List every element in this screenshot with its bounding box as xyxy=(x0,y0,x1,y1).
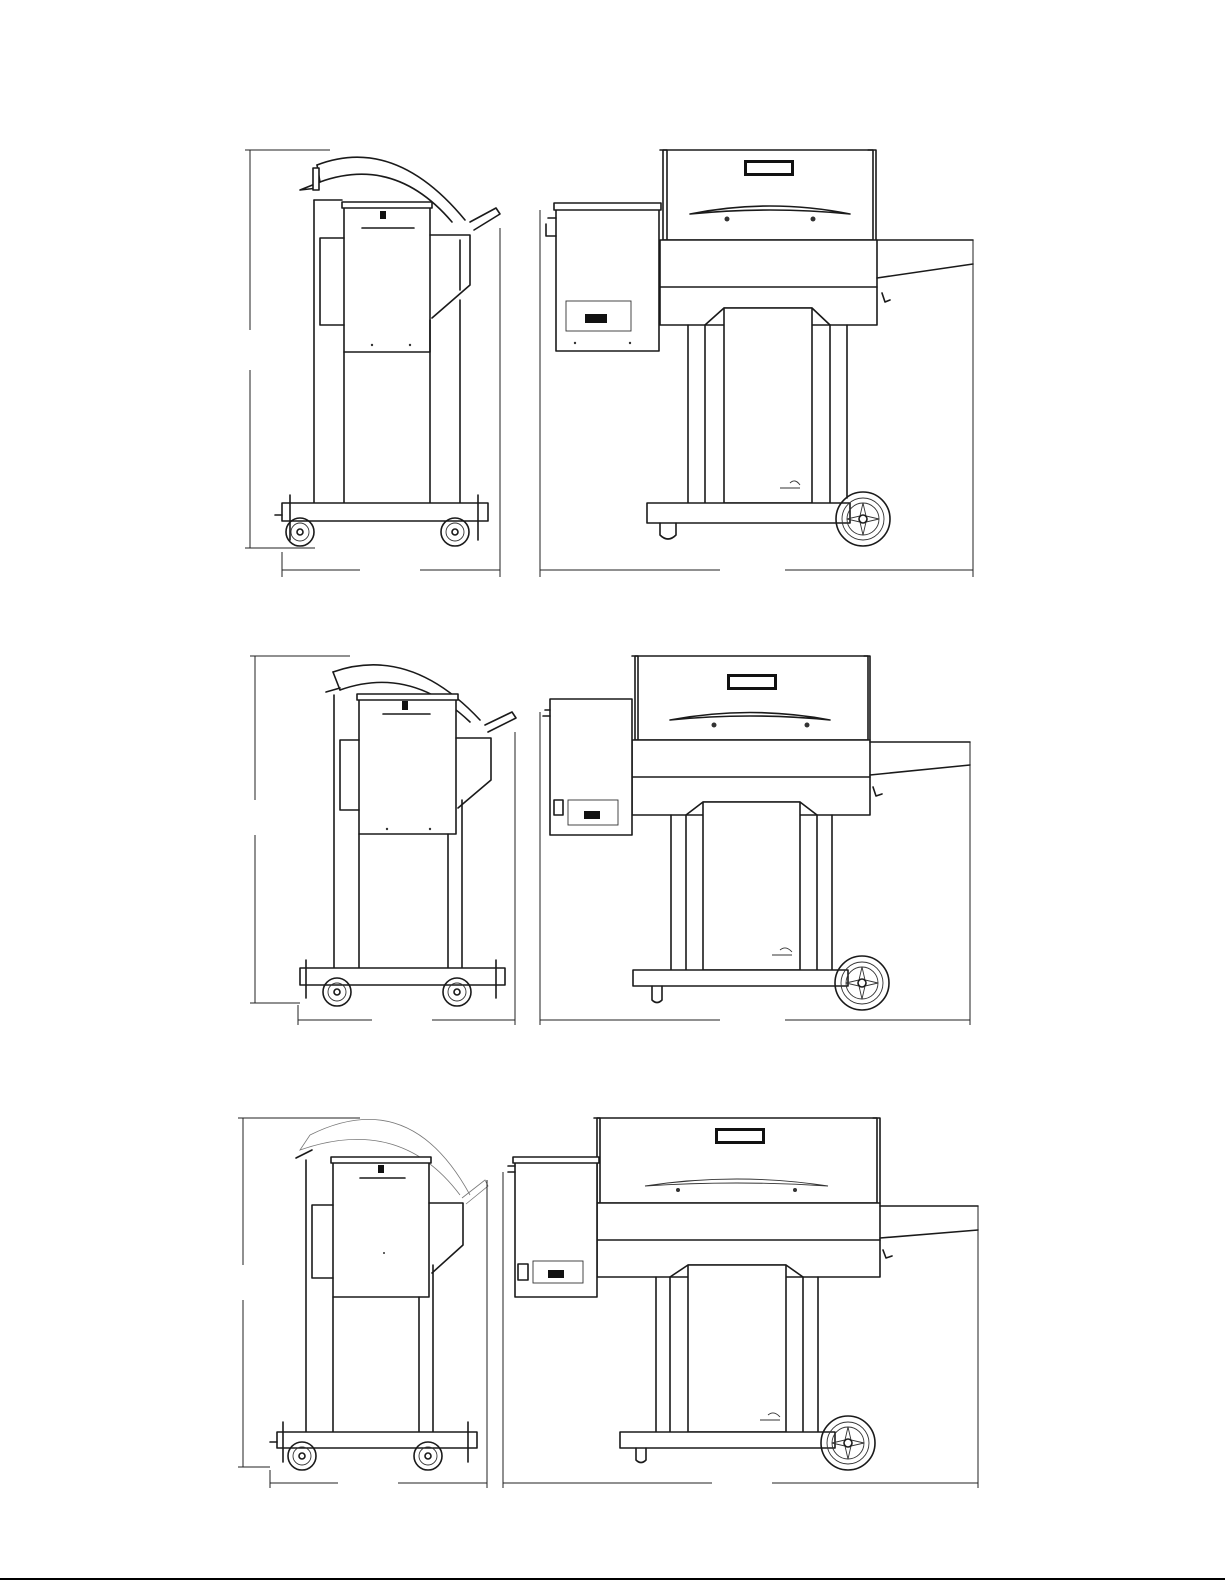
row3-side-view xyxy=(238,1118,488,1488)
row2-side-view xyxy=(250,656,516,1025)
page-bottom-rule xyxy=(0,1578,1225,1580)
row2-front-view xyxy=(540,656,970,1025)
row1-front-view xyxy=(540,150,973,577)
row1-side-view xyxy=(245,150,500,577)
row3-front-view xyxy=(503,1118,978,1488)
